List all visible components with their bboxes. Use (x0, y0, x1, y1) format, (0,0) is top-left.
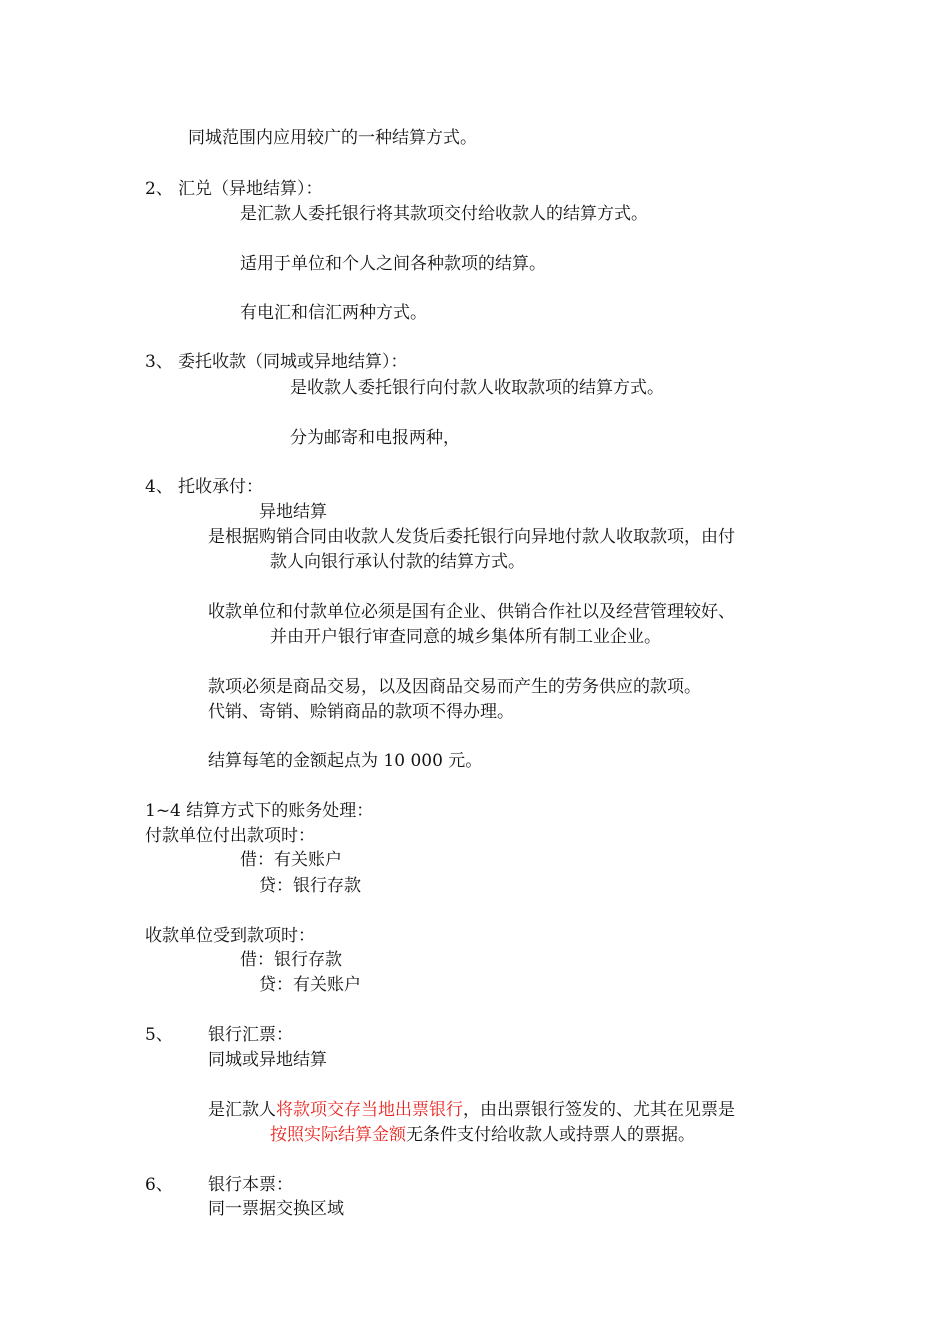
section-3-para-2: 分为邮寄和电报两种， (290, 428, 460, 448)
section-2-para-3: 有电汇和信汇两种方式。 (240, 303, 427, 323)
accounting-payee-heading: 收款单位受到款项时： (145, 926, 315, 946)
section-5-highlight-amount: 按照实际结算金额 (270, 1125, 406, 1145)
section-2-number: 2、 (145, 179, 173, 199)
section-4-para-2a: 收款单位和付款单位必须是国有企业、供销合作社以及经营管理较好、 (208, 602, 735, 622)
section-5-para-2-tail: 无条件支付给收款人或持票人的票据。 (406, 1125, 695, 1145)
section-5-para-1-lead: 是汇款人 (208, 1100, 276, 1120)
section-6-title: 银行本票： (208, 1175, 293, 1195)
section-4-para-4: 结算每笔的金额起点为 10 000 元。 (208, 751, 483, 771)
section-4-para-1a: 是根据购销合同由收款人发货后委托银行向异地付款人收取款项，由付 (208, 527, 735, 547)
accounting-title: 1~4 结算方式下的账务处理： (145, 801, 374, 821)
section-5-para-1-tail: ，由出票银行签发的、尤其在见票是 (463, 1100, 735, 1120)
section-5-para-1 (208, 1099, 735, 1121)
section-3-para-1: 是收款人委托银行向付款人收取款项的结算方式。 (290, 378, 664, 398)
section-5-title: 银行汇票： (208, 1025, 293, 1045)
section-3-number: 3、 (145, 352, 173, 372)
accounting-payee-debit: 借：银行存款 (240, 950, 342, 970)
section-3-title: 委托收款（同城或异地结算）： (178, 352, 408, 372)
accounting-payer-heading: 付款单位付出款项时： (145, 826, 315, 846)
section-4-para-3b: 代销、寄销、赊销商品的款项不得办理。 (208, 702, 514, 722)
intro-text: 同城范围内应用较广的一种结算方式。 (188, 128, 477, 148)
accounting-payer-debit: 借：有关账户 (240, 850, 342, 870)
section-4-number: 4、 (145, 477, 173, 497)
section-5-para-2 (270, 1124, 695, 1146)
section-4-para-2b: 并由开户银行审查同意的城乡集体所有制工业企业。 (270, 627, 661, 647)
section-2-para-2: 适用于单位和个人之间各种款项的结算。 (240, 254, 546, 274)
section-5-number: 5、 (145, 1025, 173, 1045)
section-6-subtitle: 同一票据交换区域 (208, 1199, 344, 1219)
section-2-title: 汇兑（异地结算）： (178, 179, 323, 199)
section-2-para-1: 是汇款人委托银行将其款项交付给收款人的结算方式。 (240, 204, 648, 224)
section-5-subtitle: 同城或异地结算 (208, 1050, 327, 1070)
section-4-para-3a: 款项必须是商品交易，以及因商品交易而产生的劳务供应的款项。 (208, 677, 701, 697)
accounting-payer-credit: 贷：银行存款 (259, 876, 361, 896)
section-4-title: 托收承付： (178, 477, 263, 497)
section-4-para-1b: 款人向银行承认付款的结算方式。 (270, 552, 525, 572)
section-6-number: 6、 (145, 1175, 173, 1195)
accounting-payee-credit: 贷：有关账户 (259, 975, 361, 995)
section-5-highlight-deposit: 将款项交存当地出票银行 (276, 1100, 463, 1120)
section-4-subtitle: 异地结算 (259, 502, 327, 522)
